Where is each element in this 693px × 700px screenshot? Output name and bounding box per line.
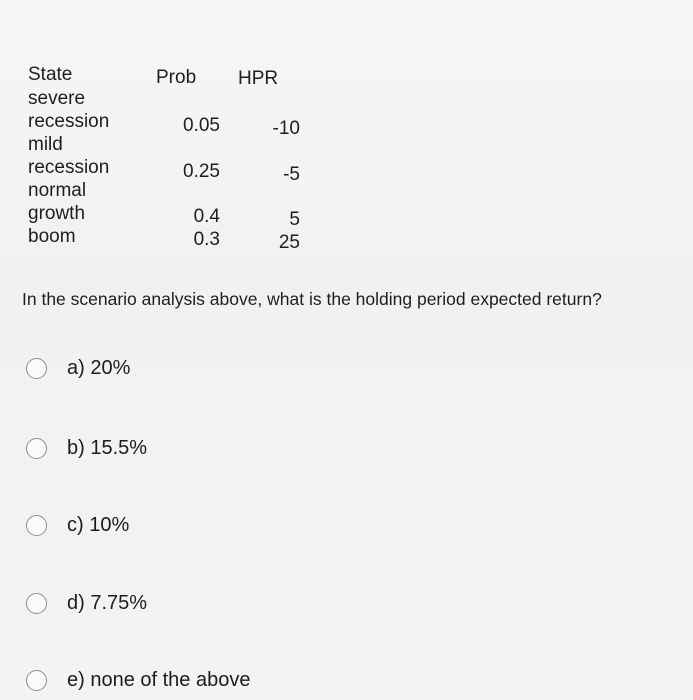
option-label: e) none of the above [67, 668, 251, 691]
prob-value: 0.3 [193, 229, 220, 250]
state-line: recession [28, 111, 110, 132]
option-e[interactable] [26, 666, 250, 694]
option-label: d) 7.75% [67, 591, 148, 614]
state-line: boom [28, 226, 76, 247]
question-text: In the scenario analysis above, what is the holding period expected return? [22, 289, 602, 309]
hpr-value: 25 [278, 232, 300, 253]
hpr-value: 5 [289, 209, 300, 230]
option-label: b) 15.5% [67, 436, 148, 459]
radio-circle-icon[interactable] [26, 515, 47, 536]
radio-circle-icon[interactable] [26, 438, 47, 459]
option-a[interactable] [26, 354, 130, 382]
hpr-value: -5 [283, 164, 300, 185]
option-c[interactable] [26, 511, 129, 539]
hpr-value: -10 [272, 118, 300, 139]
state-line: growth [28, 203, 86, 224]
option-d[interactable] [26, 589, 147, 617]
radio-circle-icon[interactable] [26, 358, 47, 379]
state-line: normal [28, 180, 87, 201]
state-line: mild [28, 134, 63, 155]
state-line: recession [28, 157, 110, 178]
prob-value: 0.25 [183, 161, 220, 182]
option-label: c) 10% [67, 513, 130, 536]
option-b[interactable] [26, 434, 147, 462]
radio-circle-icon[interactable] [26, 593, 47, 614]
header-prob: Prob [156, 67, 197, 88]
header-state: State [28, 64, 73, 85]
radio-circle-icon[interactable] [26, 670, 47, 691]
option-label: a) 20% [67, 356, 131, 379]
prob-value: 0.4 [193, 206, 220, 227]
header-hpr: HPR [238, 68, 279, 89]
prob-value: 0.05 [183, 115, 220, 136]
state-line: severe [28, 88, 86, 109]
